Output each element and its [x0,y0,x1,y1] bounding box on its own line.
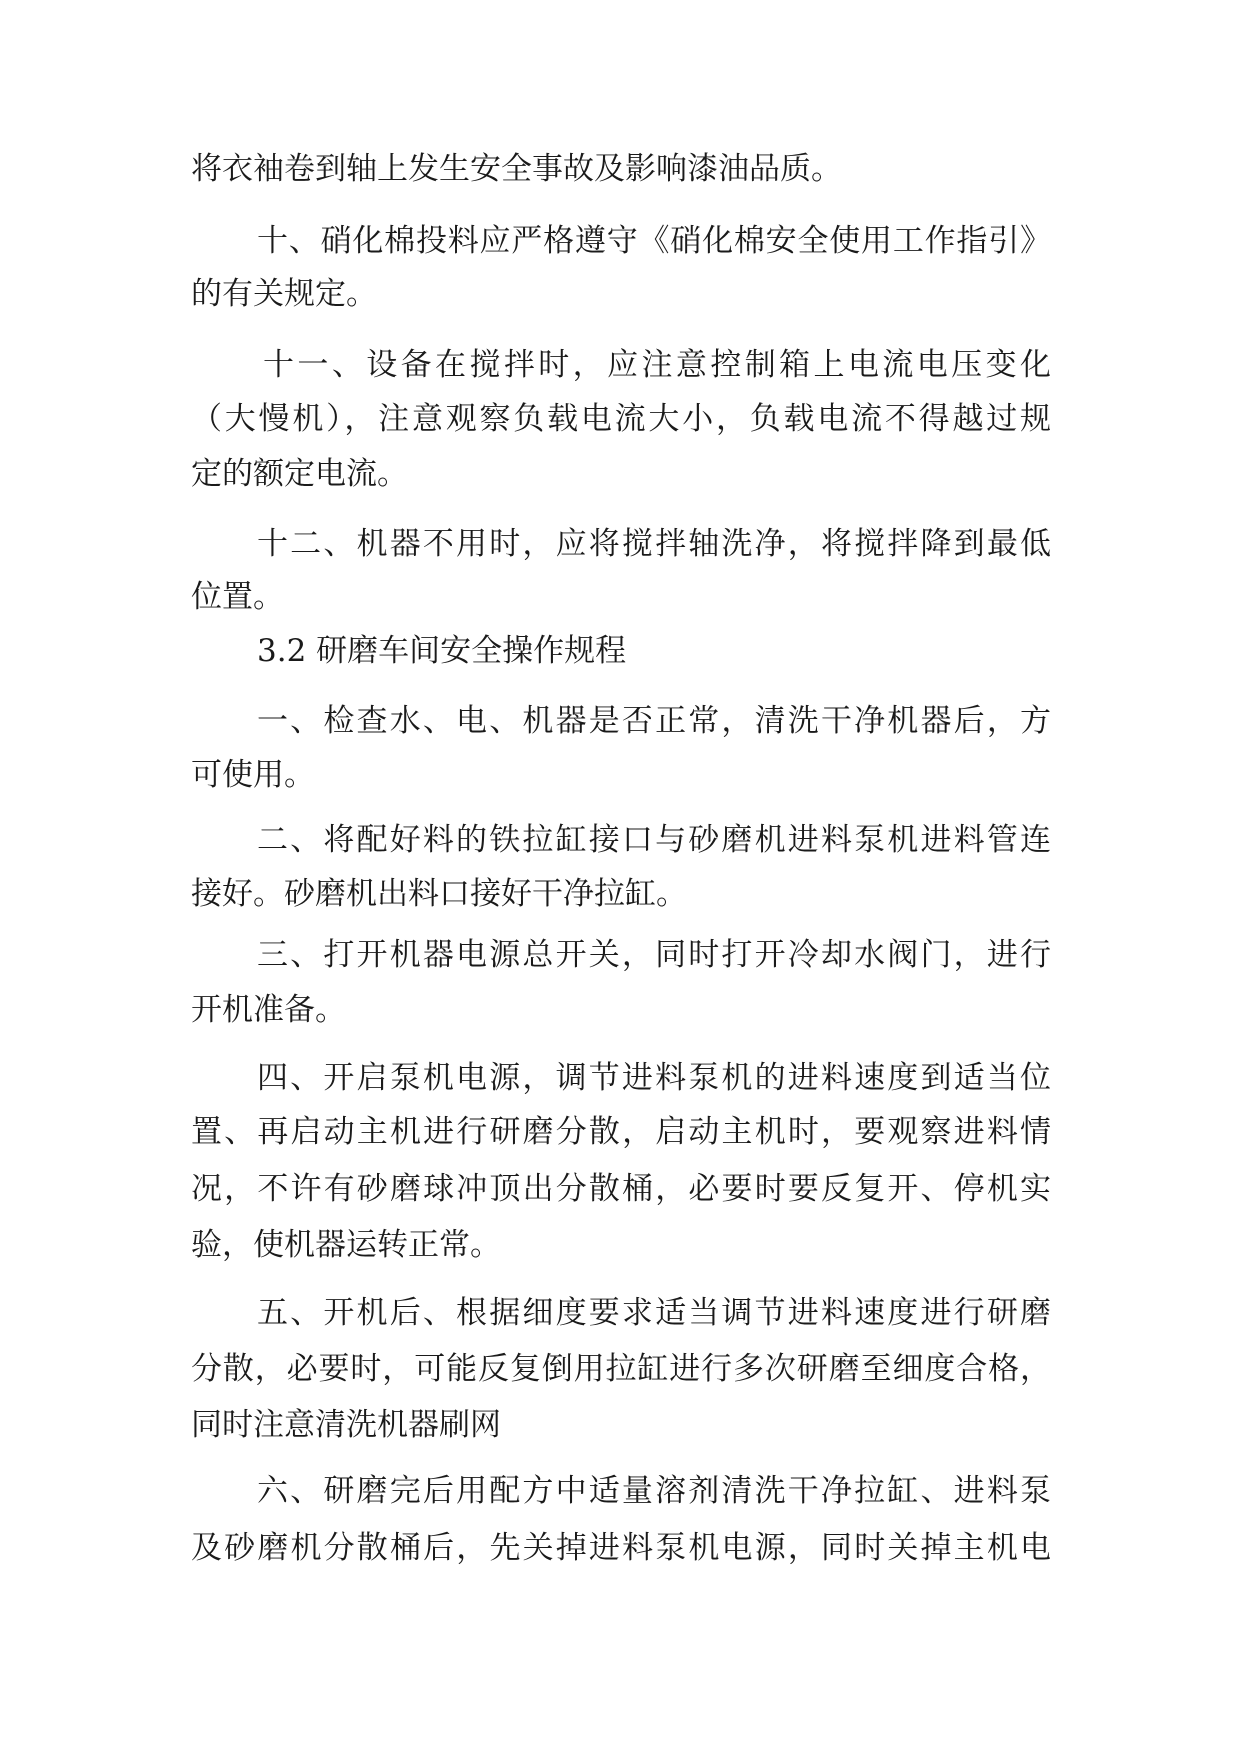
text-line: （大慢机），注意观察负载电流大小，负载电流不得越过规 [191,401,1051,437]
paragraph-2: 二、将配好料的铁拉缸接口与砂磨机进料泵机进料管连 [257,822,1051,858]
text-line: 位置。 [191,579,284,615]
paragraph-4: 四、开启泵机电源，调节进料泵机的进料速度到适当位 [257,1060,1051,1096]
text-line: 置、再启动主机进行研磨分散，启动主机时，要观察进料情 [191,1114,1051,1150]
text-line: 开机准备。 [191,992,346,1028]
paragraph-11: 十一、设备在搅拌时，应注意控制箱上电流电压变化 [263,347,1051,383]
paragraph-12: 十二、机器不用时，应将搅拌轴洗净，将搅拌降到最低 [257,526,1051,562]
text-line: 同时注意清洗机器刷网 [191,1407,501,1443]
text-line: 定的额定电流。 [191,456,408,492]
text-line: 可使用。 [191,757,315,793]
text-line: 分散，必要时，可能反复倒用拉缸进行多次研磨至细度合格， [191,1351,1051,1387]
paragraph-5: 五、开机后、根据细度要求适当调节进料速度进行研磨 [257,1295,1051,1331]
paragraph-10: 十、硝化棉投料应严格遵守《硝化棉安全使用工作指引》 [257,223,1051,259]
paragraph-3: 三、打开机器电源总开关，同时打开冷却水阀门，进行 [257,937,1051,973]
paragraph-6: 六、研磨完后用配方中适量溶剂清洗干净拉缸、进料泵 [257,1473,1051,1509]
text-line: 将衣袖卷到轴上发生安全事故及影响漆油品质。 [191,151,842,187]
text-line: 况，不许有砂磨球冲顶出分散桶，必要时要反复开、停机实 [191,1171,1051,1207]
text-line: 及砂磨机分散桶后，先关掉进料泵机电源，同时关掉主机电 [191,1530,1051,1566]
section-heading: 3.2 研磨车间安全操作规程 [257,633,627,669]
text-line: 验，使机器运转正常。 [191,1227,501,1263]
text-line: 的有关规定。 [191,276,377,312]
paragraph-1: 一、检查水、电、机器是否正常，清洗干净机器后，方 [257,703,1051,739]
text-line: 接好。砂磨机出料口接好干净拉缸。 [191,876,687,912]
